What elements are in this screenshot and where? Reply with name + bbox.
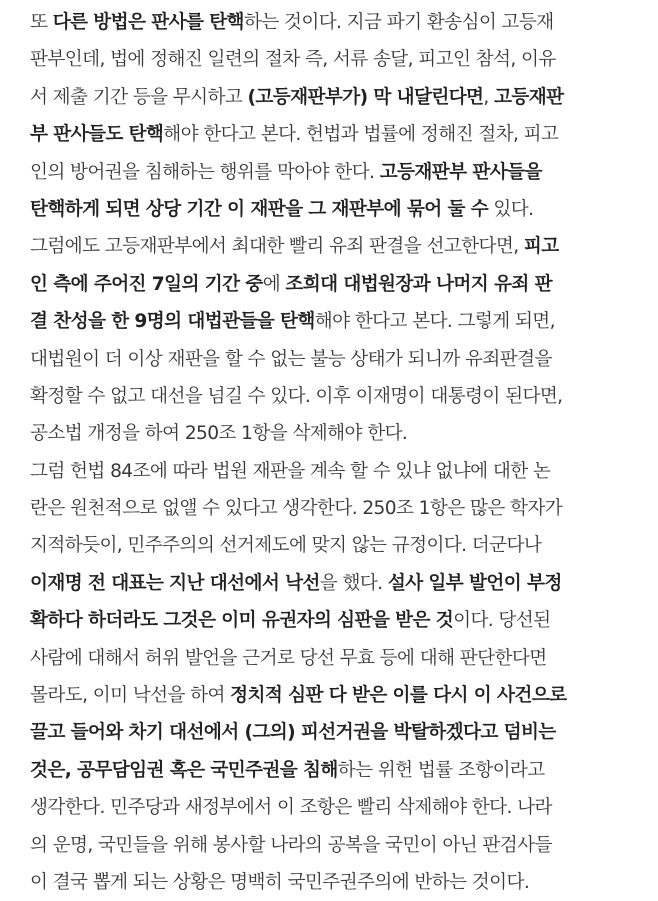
text-segment: , — [483, 86, 495, 108]
text-segment: 그럼에도 고등재판부에서 최대한 빨리 유죄 판결을 선고한다면, — [30, 236, 524, 258]
text-line — [30, 191, 634, 228]
text-line — [30, 303, 634, 340]
text-line — [30, 827, 634, 864]
text-segment: 대법원이 더 이상 재판을 할 수 없는 불능 상태가 되니까 유죄판결을 — [30, 348, 552, 370]
text-segment: 하는 것이다. 지금 파기 환송심이 고등재 — [243, 12, 554, 33]
text-segment: 해야 한다고 본다. 그렇게 되면, — [314, 311, 555, 333]
text-line — [30, 527, 634, 564]
text-segment: 또 — [30, 12, 53, 33]
text-line — [30, 154, 634, 191]
text-segment: 몰라도, 이미 낙선을 하여 — [30, 685, 231, 707]
text-line — [30, 864, 634, 901]
text-line — [30, 490, 634, 527]
text-segment: 서 제출 기간 등을 무시하고 — [30, 86, 248, 108]
bold-text-segment: 결 찬성을 한 9명의 대법관들을 탄핵 — [30, 311, 315, 333]
text-segment: 의 운명, 국민들을 위해 봉사할 나라의 공복을 국민이 아닌 판검사들 — [30, 834, 552, 856]
text-line — [30, 341, 634, 378]
bold-text-segment: (고등재판부가) 막 내달린다면 — [247, 86, 484, 108]
bold-text-segment: 끌고 들어와 차기 대선에서 (그의) 피선거권을 박탈하겠다고 덤비는 — [30, 722, 556, 744]
text-line — [30, 378, 634, 415]
text-line — [30, 752, 634, 789]
text-segment: 확정할 수 없고 대선을 넘길 수 있다. 이후 이재명이 대통령이 된다면, — [30, 385, 563, 407]
text-segment: 있다. — [488, 198, 534, 220]
text-line — [30, 602, 634, 639]
text-segment: 란은 원천적으로 없앨 수 있다고 생각한다. 250조 1항은 많은 학자가 — [30, 498, 563, 520]
bold-text-segment: 부 판사들도 탄핵 — [30, 124, 164, 146]
text-segment: 에 — [262, 273, 286, 295]
bold-text-segment: 이재명 전 대표는 지난 대선에서 낙선 — [30, 572, 320, 594]
bold-text-segment: 피고 — [523, 236, 559, 258]
article-body — [30, 4, 634, 901]
text-segment: 사람에 대해서 허위 발언을 근거로 당선 무효 등에 대해 판단한다면 — [30, 647, 547, 669]
text-segment: 을 했다. — [319, 572, 388, 594]
text-line — [30, 228, 634, 265]
text-segment: 공소법 개정을 하여 250조 1항을 삭제해야 한다. — [30, 423, 408, 445]
text-line — [30, 677, 634, 714]
text-line — [30, 640, 634, 677]
bold-text-segment: 다른 방법은 판사를 탄핵 — [52, 12, 244, 33]
text-line — [30, 266, 634, 303]
bold-text-segment: 고등재판부 판사들을 — [379, 161, 542, 183]
text-segment: 생각한다. 민주당과 새정부에서 이 조항은 빨리 삭제해야 한다. 나라 — [30, 797, 552, 819]
bold-text-segment: 정치적 심판 다 받은 이를 다시 이 사건으로 — [230, 685, 567, 707]
bold-text-segment: 확하다 하더라도 그것은 이미 유권자의 심판을 받은 것 — [30, 610, 454, 632]
text-line — [30, 714, 634, 751]
text-segment: 판부인데, 법에 정해진 일련의 절차 즉, 서류 송달, 피고인 참석, 이유 — [30, 49, 556, 71]
bold-text-segment: 것은, 공무담임권 혹은 국민주권을 침해 — [30, 759, 338, 781]
text-segment: 하는 위헌 법률 조항이라고 — [337, 759, 545, 781]
text-line — [30, 116, 634, 153]
text-line — [30, 4, 634, 41]
bold-text-segment: 인 측에 주어진 7일의 기간 중 — [30, 273, 263, 295]
bold-text-segment: 탄핵하게 되면 상당 기간 이 재판을 그 재판부에 묶어 둘 수 — [30, 198, 489, 220]
text-segment: 이다. 당선된 — [453, 610, 551, 632]
text-line — [30, 453, 634, 490]
text-segment: 그럼 헌법 84조에 따라 법원 재판을 계속 할 수 있냐 없냐에 대한 논 — [30, 460, 551, 482]
text-segment: 지적하듯이, 민주주의의 선거제도에 맞지 않는 규정이다. 더군다나 — [30, 535, 542, 557]
text-segment: 이 결국 뽑게 되는 상황은 명백히 국민주권주의에 반하는 것이다. — [30, 871, 530, 893]
text-line — [30, 41, 634, 78]
text-line — [30, 79, 634, 116]
bold-text-segment: 설사 일부 발언이 부정 — [387, 572, 562, 594]
text-line — [30, 789, 634, 826]
text-segment: 인의 방어권을 침해하는 행위를 막아야 한다. — [30, 161, 380, 183]
bold-text-segment: 고등재판 — [494, 86, 564, 108]
text-line — [30, 415, 634, 452]
text-line — [30, 565, 634, 602]
text-segment: 해야 한다고 본다. 헌법과 법률에 정해진 절차, 피고 — [163, 124, 559, 146]
bold-text-segment: 조희대 대법원장과 나머지 유죄 판 — [285, 273, 552, 295]
